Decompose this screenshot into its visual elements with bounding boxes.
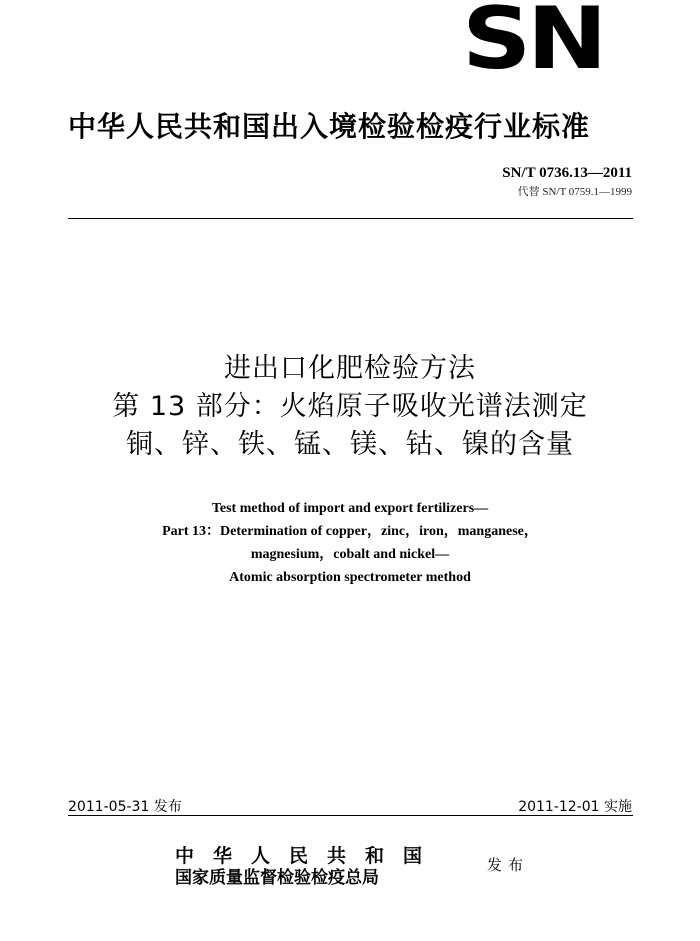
issuer-line-2: 国家质量监督检验检疫总局 — [175, 868, 379, 888]
chinese-title — [0, 350, 700, 464]
issue-label: 发布 — [487, 856, 530, 874]
implement-date: 2011-12-01 实施 — [518, 799, 632, 815]
chinese-title-line-3: 铜、锌、铁、锰、镁、钴、镍的含量 — [126, 429, 574, 460]
english-title — [0, 497, 700, 589]
issuing-authority — [175, 845, 441, 889]
english-title-line-2: Part 13：Determination of copper，zinc，iron，manganese， — [162, 524, 538, 539]
publish-date: 2011-05-31 发布 — [68, 799, 182, 815]
chinese-title-line-2: 第 13 部分：火焰原子吸收光谱法测定 — [112, 391, 588, 422]
issuer-line-1: 中华人民共和国 — [175, 845, 442, 867]
standard-number: SN/T 0736.13—2011 — [502, 165, 632, 181]
header-divider — [68, 218, 633, 219]
standard-category-title: 中华人民共和国出入境检验检疫行业标准 — [68, 110, 591, 143]
english-title-line-1: Test method of import and export fertilizers— — [211, 501, 489, 516]
chinese-title-line-1: 进出口化肥检验方法 — [224, 353, 476, 384]
replaces-standard: 代替 SN/T 0759.1—1999 — [517, 186, 632, 198]
english-title-line-4: Atomic absorption spectrometer method — [229, 570, 471, 585]
standard-number-block — [502, 165, 632, 199]
footer-divider — [68, 815, 633, 816]
english-title-line-3: magnesium，cobalt and nickel— — [250, 547, 450, 562]
sn-logo: SN — [462, 0, 604, 89]
